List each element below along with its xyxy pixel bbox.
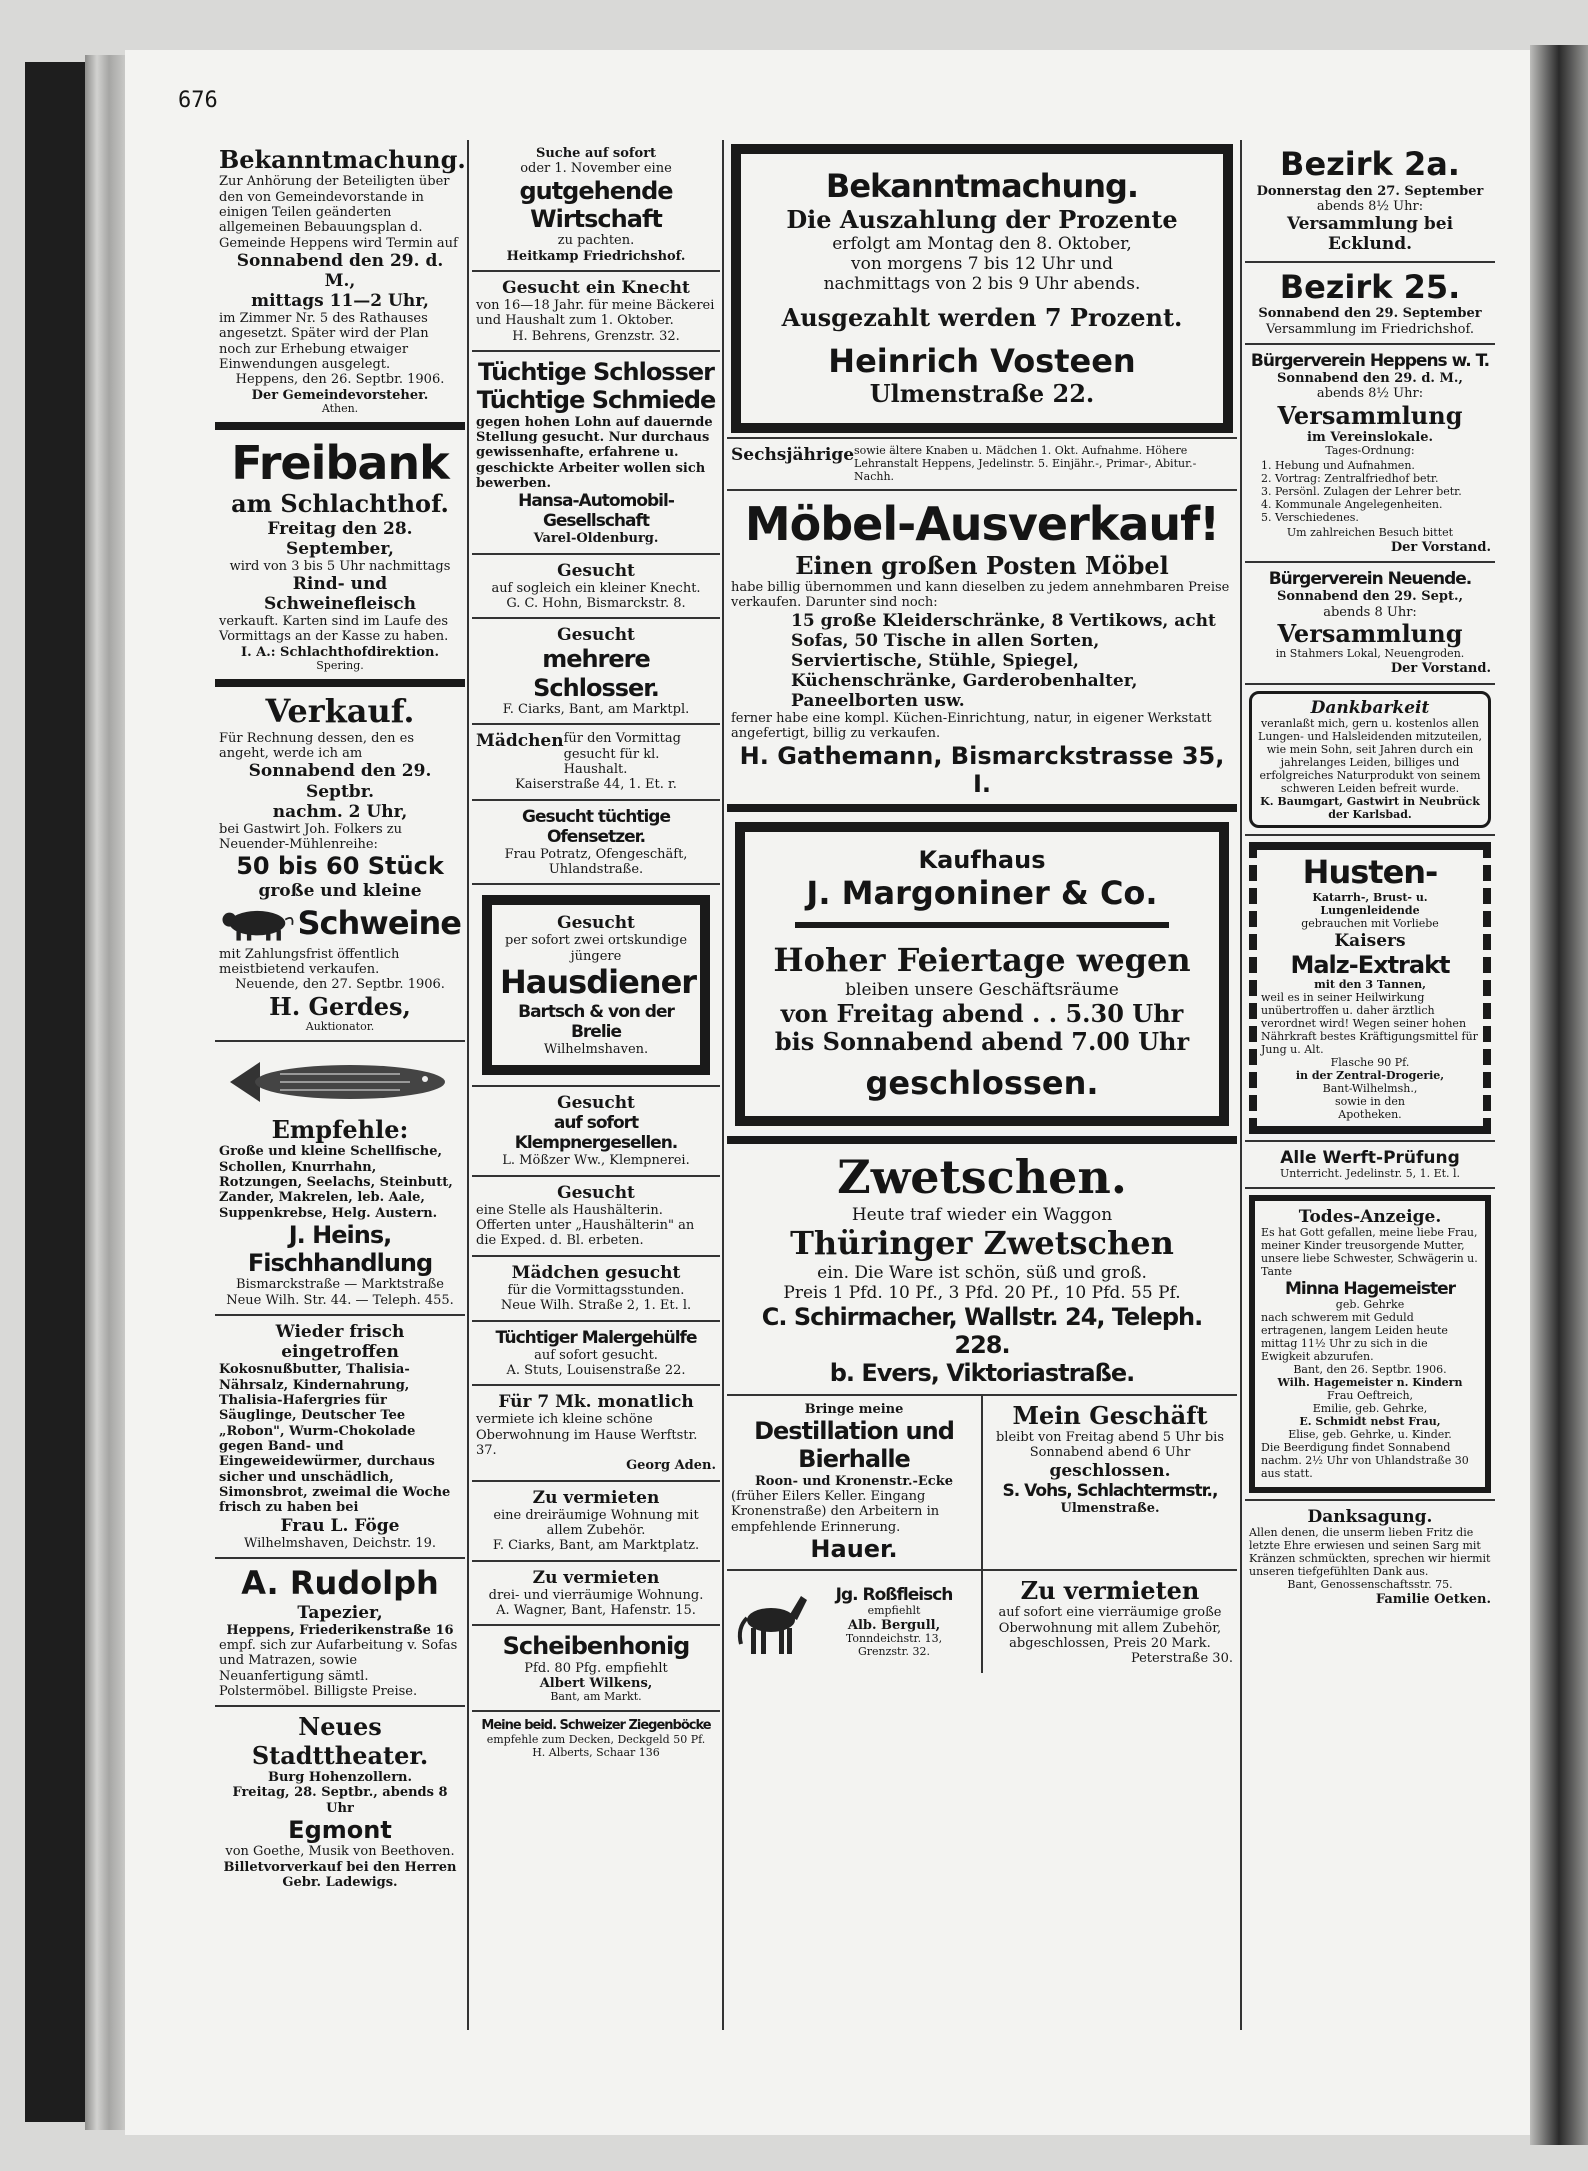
ad-signature: K. Baumgart, Gastwirt in Neubrück der Karlsbad. bbox=[1260, 794, 1480, 821]
ad-line: ein. Die Ware ist schön, süß und groß. bbox=[817, 1262, 1147, 1283]
ad-body: Pfd. 80 Pfg. empfiehlt bbox=[524, 1660, 668, 1676]
ad-address: Neue Wilh. Straße 2, 1. Et. l. bbox=[500, 1298, 692, 1314]
ad-body: Zur Anhörung der Beteiligten über den von Gemeindevorstande in einigen Teilen geänderten allgemeinen Bebauungsplan d. Gemeinde Heppens wird Termin auf bbox=[219, 174, 458, 251]
ad-signature: b. Evers, Viktoriastraße. bbox=[829, 1359, 1135, 1388]
ad-role: Auktionator. bbox=[305, 1019, 375, 1033]
agenda-item: 5. Verschiedenes. bbox=[1261, 511, 1359, 525]
ad-line: mit den 3 Tannen, bbox=[1314, 978, 1426, 992]
ad-address: Bant, am Markt. bbox=[550, 1690, 642, 1704]
ad-body: ferner habe eine kompl. Küchen-Einrichtung, natur, in eigener Werkstatt angefertigt, billig zu verkaufen. bbox=[731, 710, 1212, 742]
ad-body: sowie ältere Knaben u. Mädchen 1. Okt. Aufnahme. Höhere Lehranstalt Heppens, Jedelinstr. 5. Einjähr.-, Primar-, Abitur.-Nachh. bbox=[854, 443, 1197, 483]
ad-signature: Der Vorstand. bbox=[1390, 661, 1491, 677]
ad-text bbox=[811, 1585, 977, 1659]
ad-firm: Hansa-Automobil-Gesellschaft bbox=[518, 491, 674, 532]
ad-body: Große und kleine Schellfische, Schollen, Knurrhahn, Rotzungen, Seelachs, Steinbutt, Zander, Makrelen, leb. Aale, Suppenkrebse, Helg. Austern. bbox=[219, 1144, 453, 1221]
ad-line: Suche auf sofort bbox=[535, 146, 657, 161]
ad-name: Athen. bbox=[321, 402, 359, 416]
ad-title: Tüchtige Schlosser bbox=[478, 357, 714, 386]
ad-price: Flasche 90 Pf. bbox=[1330, 1056, 1410, 1070]
ad-zu-vermieten-1 bbox=[472, 1482, 720, 1562]
ad-line: Kaufhaus bbox=[918, 846, 1046, 875]
ad-title: Bürgerverein Heppens w. T. bbox=[1250, 350, 1490, 371]
ad-name: Minna Hagemeister bbox=[1285, 1279, 1455, 1300]
ad-title: Danksagung. bbox=[1307, 1506, 1433, 1527]
ad-title: Für 7 Mk. monatlich bbox=[498, 1392, 694, 1413]
ad-signature: Heitkamp Friedrichshof. bbox=[506, 248, 686, 264]
ad-name: Frau L. Föge bbox=[280, 1515, 400, 1536]
ad-body: Allen denen, die unserm lieben Fritz die letzte Ehre erwiesen und seinen Sarg mit Kränzen schmückten, sprechen wir hiermit unseren tiefgefühlten Dank aus. bbox=[1249, 1525, 1491, 1578]
ad-signature: H. Behrens, Grenzstr. 32. bbox=[512, 328, 680, 344]
ad-body: verkauft. Karten sind im Laufe des Vormittags an der Kasse zu haben. bbox=[219, 614, 449, 645]
ad-body: Unterricht. Jedelinstr. 5, 1. Et. l. bbox=[1279, 1167, 1461, 1181]
ad-brand: Kaisers bbox=[1334, 931, 1406, 952]
column-rule bbox=[1240, 140, 1242, 2030]
ad-name: H. Gerdes, bbox=[269, 991, 411, 1021]
rule bbox=[795, 922, 1169, 928]
ad-maedchen-vormittag bbox=[472, 725, 720, 800]
ad-signature: Georg Aden. bbox=[626, 1458, 716, 1474]
ad-title: Gesucht bbox=[557, 560, 635, 581]
ad-signature: A. Wagner, Bant, Hafenstr. 15. bbox=[496, 1602, 696, 1618]
ad-body: veranlaßt mich, gern u. kostenlos allen Lungen- und Halsleidenden mitzuteilen, wie mein Sohn, seit Jahren durch ein jahrelanges Leiden, billiges und erfolgreiches Naturprodukt von seinem schweren Leiden befreit wurde. bbox=[1258, 716, 1482, 795]
ad-line: Sonnabend den 29. September bbox=[1258, 306, 1482, 322]
ad-knecht bbox=[472, 272, 720, 352]
ad-line: geschlossen. bbox=[1049, 1460, 1171, 1481]
boxed-ad bbox=[731, 144, 1233, 433]
ad-title: Gesucht bbox=[557, 913, 635, 934]
ad-buergerverein-neuende bbox=[1245, 563, 1495, 684]
ad-title: Zwetschen. bbox=[837, 1150, 1127, 1205]
ad-title: Gesucht bbox=[557, 625, 635, 646]
book-binding bbox=[25, 62, 85, 2122]
ad-signature: Alb. Bergull, bbox=[847, 1617, 941, 1633]
ad-title: Sechsjährige bbox=[731, 444, 855, 465]
ad-line: Um zahlreichen Besuch bittet bbox=[1286, 526, 1454, 540]
ad-title: Gesucht bbox=[557, 1093, 635, 1114]
ad-danksagung bbox=[1245, 1501, 1495, 1613]
ad-firm: Bartsch & von der Brelie bbox=[518, 1001, 674, 1042]
ad-line: erfolgt am Montag den 8. Oktober, bbox=[832, 234, 1132, 255]
ad-signature: F. Ciarks, Bant, am Marktpl. bbox=[502, 702, 690, 718]
ad-title: Gesucht tüchtige Ofensetzer. bbox=[522, 806, 670, 847]
ad-address: Wilhelmshaven, Deichstr. 19. bbox=[243, 1535, 437, 1551]
ad-date: Sonnabend den 29. d. M., bbox=[236, 250, 444, 291]
ad-title: Wieder frisch eingetroffen bbox=[275, 1322, 405, 1363]
ad-title: gutgehende Wirtschaft bbox=[519, 176, 673, 233]
ad-body: im Zimmer Nr. 5 des Rathauses angesetzt. Später wird der Plan noch zur Erhebung etwaiger Einwendungen ausgelegt. bbox=[219, 311, 429, 373]
ad-tickets: Billetvorverkauf bei den Herren bbox=[223, 1859, 457, 1875]
ad-line: bleiben unsere Geschäftsräume bbox=[845, 980, 1119, 1001]
ad-signature: S. Vohs, Schlachtermstr., bbox=[1002, 1480, 1218, 1501]
ad-signature: Hauer. bbox=[810, 1534, 898, 1563]
right-page-edge bbox=[1530, 45, 1588, 2145]
boxed-ad bbox=[735, 822, 1229, 1126]
ad-bekanntmachung-heppens bbox=[215, 140, 465, 430]
ad-body: Die Beerdigung findet Sonnabend nachm. 2½ Uhr von Uhlandstraße 30 aus statt. bbox=[1261, 1440, 1469, 1480]
ad-rudolph-tapezier bbox=[215, 1559, 465, 1707]
ad-zwetschen bbox=[727, 1144, 1237, 1395]
ad-title: Neues Stadttheater. bbox=[251, 1712, 429, 1770]
ad-place: Varel-Oldenburg. bbox=[533, 531, 659, 547]
ad-role: Hausdiener bbox=[500, 963, 697, 1002]
ad-row bbox=[731, 445, 1233, 484]
ad-title: Gesucht bbox=[557, 1182, 635, 1203]
ad-line: Apotheken. bbox=[1338, 1108, 1402, 1122]
ad-line: von Freitag abend . . 5.30 Uhr bbox=[780, 999, 1184, 1029]
ad-title: Jg. Roßfleisch bbox=[835, 1584, 953, 1605]
ad-date: Freitag, 28. Septbr., abends 8 Uhr bbox=[232, 1785, 448, 1816]
ad-margoniner bbox=[727, 812, 1237, 1144]
agenda-list bbox=[1249, 460, 1491, 525]
ad-line: Thüringer Zwetschen bbox=[790, 1223, 1174, 1262]
ad-line: Versammlung im Friedrichshof. bbox=[1266, 321, 1474, 337]
ad-body: auf sogleich ein kleiner Knecht. bbox=[491, 580, 701, 596]
ad-body: nach schwerem mit Geduld ertragenen, langem Leiden heute mittag 11½ Uhr zu sich in die Ewigkeit abzurufen. bbox=[1261, 1311, 1448, 1363]
ad-line: geschlossen. bbox=[865, 1063, 1099, 1102]
ad-date: Sonnabend den 29. Septbr. bbox=[248, 761, 432, 802]
ad-line: Versammlung bbox=[1277, 400, 1463, 430]
ad-line: zu pachten. bbox=[557, 233, 635, 249]
ad-signature: Frau Oeftreich, bbox=[1326, 1388, 1414, 1402]
ad-author: von Goethe, Musik von Beethoven. bbox=[225, 1844, 455, 1860]
ad-fischhandlung bbox=[215, 1042, 465, 1316]
ad-line: nachmittags von 2 bis 9 Uhr abends. bbox=[823, 274, 1141, 295]
ad-body: eine Stelle als Haushälterin. Offerten unter „Haushälterin" an die Exped. d. Bl. erbeten. bbox=[476, 1202, 695, 1249]
ad-address: Grenzstr. 32. bbox=[857, 1645, 931, 1659]
ad-body: Für Rechnung dessen, den es angeht, werde ich am bbox=[219, 730, 415, 762]
ad-role: Tapezier, bbox=[297, 1602, 383, 1623]
ad-title: Verkauf. bbox=[265, 692, 415, 731]
ad-signature: Albert Wilkens, bbox=[539, 1675, 653, 1691]
ad-row bbox=[476, 731, 716, 777]
ad-title: Mädchen bbox=[476, 731, 564, 752]
ad-signature: L. Mößzer Ww., Klempnerei. bbox=[502, 1153, 690, 1169]
ad-sechsjaehrige bbox=[727, 439, 1237, 492]
pig-illustration bbox=[219, 901, 297, 947]
ad-line: Bant-Wilhelmsh., bbox=[1322, 1082, 1418, 1096]
ad-body: auf sofort Klempnergesellen. bbox=[514, 1113, 678, 1154]
ad-place: Heppens, den 26. Septbr. 1906. bbox=[235, 372, 445, 388]
ad-body: gegen hohen Lohn auf dauernde Stellung gesucht. Nur durchaus gewissenhafte, erfahrene u. geschickte Arbeiter wollen sich bewerben. bbox=[476, 414, 713, 491]
ad-line: gebrauchen mit Vorliebe bbox=[1301, 917, 1439, 931]
ad-subtitle: am Schlachthof. bbox=[231, 489, 449, 519]
ad-line: von morgens 7 bis 12 Uhr und bbox=[851, 254, 1113, 275]
ad-frisch-eingetroffen bbox=[215, 1316, 465, 1559]
ad-ziegenboecke bbox=[472, 1712, 720, 1765]
ad-body: auf sofort eine vierräumige große Oberwohnung mit allem Zubehör, abgeschlossen, Preis 20 Mark. bbox=[998, 1605, 1222, 1652]
ad-husten-malzextrakt bbox=[1245, 836, 1495, 1142]
ad-signature: H. Alberts, Schaar 136 bbox=[532, 1745, 660, 1759]
ad-body: eine dreiräumige Wohnung mit allem Zubehör. bbox=[493, 1507, 699, 1538]
ad-body: habe billig übernommen und kann dieselben zu jedem annehmbaren Preise verkaufen. Darunter sind noch: bbox=[731, 580, 1230, 611]
ad-place: Wilhelmshaven. bbox=[543, 1041, 649, 1057]
agenda-item: 1. Hebung und Aufnahmen. bbox=[1261, 459, 1415, 473]
ad-buergerverein-heppens bbox=[1245, 345, 1495, 563]
ad-bezirk-25 bbox=[1245, 263, 1495, 345]
ad-title: Mädchen gesucht bbox=[511, 1262, 681, 1283]
ad-body: drei- und vierräumige Wohnung. bbox=[488, 1587, 704, 1603]
ad-klempner bbox=[472, 1087, 720, 1176]
ad-todes-anzeige bbox=[1245, 1189, 1495, 1501]
ad-verkauf-schweine bbox=[215, 687, 465, 1042]
ad-address: Ulmenstraße 22. bbox=[869, 379, 1095, 409]
ad-hausdiener bbox=[472, 885, 720, 1087]
ad-title: mehrere Schlosser. bbox=[533, 645, 659, 702]
ad-line: Die Auszahlung der Prozente bbox=[786, 204, 1178, 234]
ad-line: im Vereinslokale. bbox=[1307, 429, 1433, 445]
ad-vosteen bbox=[727, 140, 1237, 439]
ad-mein-geschaeft bbox=[983, 1396, 1237, 1570]
ad-line: bis Sonnabend abend 7.00 Uhr bbox=[774, 1027, 1190, 1057]
ad-seller: Gebr. Ladewigs. bbox=[282, 1874, 398, 1890]
ad-destillation bbox=[727, 1396, 983, 1570]
ad-time: wird von 3 bis 5 Uhr nachmittags bbox=[229, 558, 451, 574]
ad-signature: Familie Oetken. bbox=[1375, 1591, 1491, 1607]
ad-body: per sofort zwei ortskundige jüngere bbox=[504, 933, 688, 964]
column-4 bbox=[1245, 140, 1495, 1613]
ad-zu-vermieten-3 bbox=[983, 1571, 1237, 1673]
ad-subtitle: Einen großen Posten Möbel bbox=[795, 550, 1169, 580]
ad-body: empfiehlt bbox=[867, 1603, 921, 1617]
column-3 bbox=[727, 140, 1237, 1673]
ad-title: Todes-Anzeige. bbox=[1298, 1207, 1442, 1228]
ad-line: geb. Gehrke bbox=[1335, 1298, 1405, 1312]
boxed-ad bbox=[482, 895, 710, 1075]
ad-title: Alle Werft-Prüfung bbox=[1280, 1148, 1460, 1169]
ad-body: für den Vormittag gesucht für kl. Haushalt. bbox=[563, 731, 681, 778]
ad-item: Rind- und Schweinefleisch bbox=[264, 574, 416, 615]
ad-title: Möbel-Ausverkauf! bbox=[744, 497, 1220, 552]
ad-line: Donnerstag den 27. September bbox=[1256, 183, 1484, 199]
ad-line: in der Zentral-Drogerie, bbox=[1295, 1069, 1445, 1083]
ad-body: bei Gastwirt Joh. Folkers zu Neuender-Mühlenreihe: bbox=[219, 821, 402, 852]
fish-illustration bbox=[220, 1052, 460, 1112]
ad-title: Scheibenhonig bbox=[502, 1632, 690, 1661]
ad-body: weil es in seiner Heilwirkung unübertroffen u. daher ärztlich verordnet wird! Wegen seiner hohen Nährkraft bestes Kräftigungsmittel für Jung u. Alt. bbox=[1261, 991, 1478, 1057]
ad-title: Bürgerverein Neuende. bbox=[1268, 569, 1472, 590]
ad-line: Bringe meine bbox=[804, 1401, 904, 1417]
ad-name: Spering. bbox=[316, 659, 364, 673]
page-number: 676 bbox=[178, 88, 218, 113]
ad-product: Malz-Extrakt bbox=[1290, 951, 1450, 980]
ad-line: Versammlung bei Ecklund. bbox=[1286, 214, 1454, 255]
ad-signature: Frau Potratz, Ofengeschäft, Uhlandstraße. bbox=[504, 846, 688, 878]
ad-signature: C. Schirmacher, Wallstr. 24, Teleph. 228. bbox=[761, 1302, 1203, 1359]
boxed-ad bbox=[1249, 691, 1491, 829]
ad-signature: E. Schmidt nebst Frau, bbox=[1299, 1414, 1441, 1428]
ad-body: (früher Eilers Keller. Eingang Kronenstraße) den Arbeitern in empfehlende Erinnerung. bbox=[731, 1488, 940, 1535]
ad-address: Neue Wilh. Str. 44. — Teleph. 455. bbox=[226, 1292, 454, 1308]
ad-signature: A. Stuts, Louisenstraße 22. bbox=[506, 1362, 686, 1378]
ad-title: Zu vermieten bbox=[532, 1487, 660, 1508]
ad-gesucht-knecht bbox=[472, 555, 720, 620]
column-1 bbox=[215, 140, 465, 1896]
ad-signature: I. A.: Schlachthofdirektion. bbox=[240, 644, 440, 660]
ad-title: Meine beid. Schweizer Ziegenböcke bbox=[481, 1718, 711, 1734]
ad-title: Dankbarkeit bbox=[1310, 697, 1430, 718]
ad-werft-pruefung bbox=[1245, 1142, 1495, 1189]
ad-title: Freibank bbox=[231, 436, 449, 491]
column-2 bbox=[472, 140, 720, 1766]
ad-moebel-ausverkauf bbox=[727, 491, 1237, 812]
ad-line: Katarrh-, Brust- u. Lungenleidende bbox=[1312, 891, 1428, 918]
ad-row bbox=[727, 1396, 1237, 1572]
ad-line: sowie in den bbox=[1335, 1095, 1405, 1109]
ad-rossfleisch bbox=[727, 1571, 983, 1673]
ad-signature: F. Ciarks, Bant, am Marktplatz. bbox=[492, 1538, 700, 1554]
ad-line: Heute traf wieder ein Waggon bbox=[851, 1204, 1113, 1225]
ad-zu-vermieten-2 bbox=[472, 1562, 720, 1627]
ad-time: mittags 11—2 Uhr, bbox=[251, 291, 429, 312]
ad-name: J. Heins, Fischhandlung bbox=[247, 1220, 433, 1278]
ad-body: Kokosnußbutter, Thalisia-Nährsalz, Kindernahrung, Thalisia-Hafergries für Säuglinge, Deutscher Tee „Robon", Wurm-Chokolade gegen Band- und Eingeweidewürmer, durchaus sicher und unschädlich, Simonsbrot, zweimal die Woche frisch zu haben bei bbox=[219, 1362, 451, 1516]
column-rule bbox=[467, 140, 469, 2030]
ad-title: Bekanntmachung. bbox=[219, 145, 466, 174]
ad-line: Sonnabend den 29. d. M., bbox=[1277, 370, 1463, 386]
ad-address: Tonndeichstr. 13, bbox=[845, 1632, 943, 1646]
ad-agenda: Tages-Ordnung: bbox=[1325, 444, 1415, 458]
ad-line: Ausgezahlt werden 7 Prozent. bbox=[781, 303, 1183, 333]
ad-time: nachm. 2 Uhr, bbox=[272, 801, 408, 822]
ad-place: Bant, den 26. Septbr. 1906. bbox=[1293, 1362, 1447, 1376]
ad-line: Sonnabend den 29. Sept., bbox=[1276, 589, 1464, 605]
ad-name: J. Margoniner & Co. bbox=[806, 873, 1158, 912]
ad-signature: Wilh. Hagemeister n. Kindern bbox=[1277, 1375, 1463, 1389]
ad-row bbox=[727, 1571, 1237, 1673]
ad-line: abends 8½ Uhr: bbox=[1316, 199, 1424, 215]
ad-line: in Stahmers Lokal, Neuengroden. bbox=[1275, 647, 1465, 661]
ad-body: vermiete ich kleine schöne Oberwohnung im Hause Werftstr. 37. bbox=[476, 1412, 698, 1458]
ad-items: 15 große Kleiderschränke, 8 Vertikows, acht Sofas, 50 Tische in allen Sorten, Serviertische, Stühle, Spiegel, Küchenschränke, Garderobenhalter, Paneelborten usw. bbox=[791, 610, 1216, 711]
ad-bezirk-2a bbox=[1245, 140, 1495, 263]
column-rule bbox=[722, 140, 724, 2030]
ad-line: abends 8½ Uhr: bbox=[1316, 386, 1424, 402]
ad-title: Bekanntmachung. bbox=[825, 167, 1139, 205]
ad-address: Kaiserstraße 44, 1. Et. r. bbox=[515, 777, 677, 793]
ad-haushaelterin bbox=[472, 1177, 720, 1257]
pig-row bbox=[219, 901, 461, 947]
ad-title: Husten- bbox=[1302, 853, 1438, 892]
ad-ofensetzer bbox=[472, 801, 720, 886]
ad-name: Heinrich Vosteen bbox=[828, 341, 1136, 380]
ad-body: für die Vormittagsstunden. bbox=[507, 1282, 685, 1298]
ad-title: Zu vermieten bbox=[532, 1567, 660, 1588]
ad-address: Ulmenstraße. bbox=[1060, 1500, 1160, 1516]
ad-body: empf. sich zur Aufarbeitung v. Sofas und Matrazen, sowie Neuanfertigung sämtl. Polstermöbel. Billigste Preise. bbox=[219, 1638, 458, 1699]
ad-date: Freitag den 28. September, bbox=[267, 518, 413, 559]
ad-title: Bezirk 2a. bbox=[1280, 145, 1460, 183]
ad-title: Empfehle: bbox=[271, 1114, 409, 1144]
ad-size: große und kleine bbox=[258, 880, 422, 901]
ad-stadttheater bbox=[215, 1707, 465, 1896]
ad-scheibenhonig bbox=[472, 1626, 720, 1712]
ad-title: Zu vermieten bbox=[1020, 1576, 1200, 1606]
ad-line: Versammlung bbox=[1277, 619, 1463, 649]
agenda-item: 4. Kommunale Angelegenheiten. bbox=[1261, 498, 1443, 512]
ad-dankbarkeit bbox=[1245, 685, 1495, 837]
ad-price: Preis 1 Pfd. 10 Pf., 3 Pfd. 20 Pf., 10 Pfd. 55 Pf. bbox=[783, 1282, 1181, 1303]
agenda-item: 3. Persönl. Zulagen der Lehrer betr. bbox=[1261, 485, 1462, 499]
agenda-item: 2. Vortrag: Zentralfriedhof betr. bbox=[1261, 472, 1439, 486]
ad-line: abends 8 Uhr: bbox=[1323, 604, 1417, 620]
ad-signature: Der Gemeindevorsteher. bbox=[251, 387, 429, 403]
ad-freibank bbox=[215, 430, 465, 687]
ad-line: Roon- und Kronenstr.-Ecke bbox=[754, 1473, 954, 1489]
ad-title: Mein Geschäft bbox=[1012, 1400, 1208, 1430]
ad-mehrere-schlosser bbox=[472, 619, 720, 725]
ad-body: empfehle zum Decken, Deckgeld 50 Pf. bbox=[486, 1732, 706, 1746]
ad-signature: G. C. Hohn, Bismarckstr. 8. bbox=[506, 596, 686, 612]
ad-subtitle: Burg Hohenzollern. bbox=[267, 1769, 413, 1785]
ad-signature: Der Vorstand. bbox=[1390, 540, 1491, 556]
ad-address: Heppens, Friederikenstraße 16 bbox=[226, 1622, 454, 1638]
ad-item: Schweine bbox=[297, 903, 461, 942]
ad-body: von 16—18 Jahr. für meine Bäckerei und Haushalt zum 1. Oktober. bbox=[476, 297, 715, 329]
ad-body: bleibt von Freitag abend 5 Uhr bis Sonnabend abend 6 Uhr bbox=[995, 1429, 1225, 1461]
ad-address: Bismarckstraße — Marktstraße bbox=[236, 1277, 444, 1293]
ad-body: auf sofort gesucht. bbox=[534, 1347, 658, 1363]
ad-maedchen-gesucht bbox=[472, 1257, 720, 1322]
ad-title: Gesucht ein Knecht bbox=[502, 277, 690, 298]
ad-title: Bezirk 25. bbox=[1279, 267, 1461, 306]
page-stack-edge bbox=[85, 55, 125, 2130]
ad-body: Es hat Gott gefallen, meine liebe Frau, meiner Kinder treusorgende Mutter, unsere liebe Schwester, Schwägerin u. Tante bbox=[1261, 1226, 1478, 1279]
boxed-ad bbox=[1249, 1195, 1491, 1493]
ad-address: Peterstraße 30. bbox=[1130, 1651, 1233, 1667]
ad-schlosser-schmiede bbox=[472, 352, 720, 555]
ad-signature: Elise, geb. Gehrke, u. Kinder. bbox=[1288, 1427, 1452, 1441]
ad-place: Neuende, den 27. Septbr. 1906. bbox=[235, 977, 445, 993]
ad-malergehuelfe bbox=[472, 1322, 720, 1387]
ad-title: Tüchtiger Malergehülfe bbox=[495, 1327, 697, 1348]
ad-title: A. Rudolph bbox=[241, 1563, 439, 1602]
ad-line: Hoher Feiertage wegen bbox=[773, 941, 1191, 980]
ad-play: Egmont bbox=[288, 1815, 392, 1844]
ad-place: Bant, Genossenschaftsstr. 75. bbox=[1287, 1577, 1453, 1591]
ad-title: Tüchtige Schmiede bbox=[476, 386, 716, 415]
horse-illustration bbox=[731, 1582, 811, 1662]
ad-body: mit Zahlungsfrist öffentlich meistbietend verkaufen. bbox=[219, 946, 400, 977]
boxed-ad bbox=[1249, 842, 1491, 1134]
ad-title: Destillation und Bierhalle bbox=[754, 1416, 954, 1474]
ad-7-mark bbox=[472, 1386, 720, 1481]
ad-line: oder 1. November eine bbox=[520, 161, 672, 177]
ad-count: 50 bis 60 Stück bbox=[236, 852, 444, 881]
ad-signature: Emilie, geb. Gehrke, bbox=[1312, 1401, 1428, 1415]
ad-signature: H. Gathemann, Bismarckstrasse 35, I. bbox=[739, 741, 1225, 798]
ad-wirtschaft bbox=[472, 140, 720, 272]
